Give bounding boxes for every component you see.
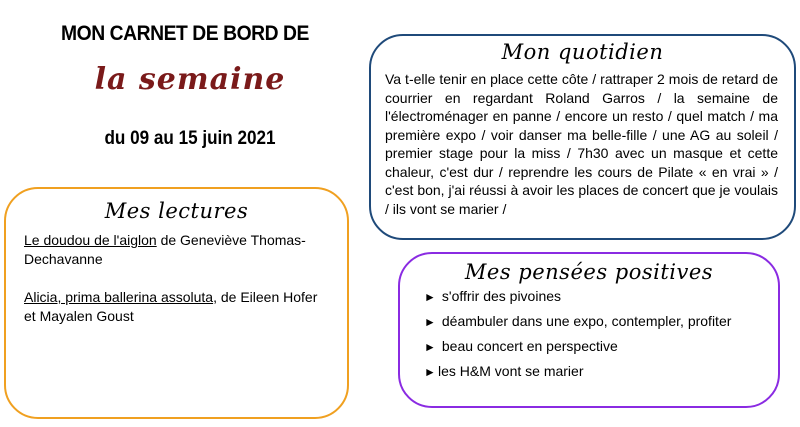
lectures-box	[4, 187, 349, 419]
lecture-item	[24, 288, 329, 326]
pensee-text: beau concert en perspective	[438, 338, 618, 354]
pensee-item	[424, 359, 778, 384]
page-subtitle: la semaine	[94, 62, 286, 97]
arrow-right-icon: ►	[424, 365, 436, 379]
book-title: Le doudou de l'aiglon	[24, 232, 157, 248]
quotidien-text: Va t-elle tenir en place cette côte / rattraper 2 mois de retard de courrier en regardant Roland Garros / la semaine de l'électroménager en panne / encore un resto / quel match / ma première expo / voir danser ma belle-fille / une AG au soleil / premier stage pour la miss / 7h30 avec un masque et cette chaleur, c'est dur / reprendre les cours de Pilate « en vrai » / c'est bon, j'ai réussi à avoir les places de concert que je voulais / ils vont se marier /	[385, 71, 778, 217]
pensee-text: s'offrir des pivoines	[438, 288, 562, 304]
pensee-item	[424, 284, 778, 309]
quotidien-box	[369, 34, 796, 240]
week-dates: du 09 au 15 juin 2021	[104, 128, 276, 149]
book-author: , de Eileen Hofer et Mayalen Goust	[24, 289, 318, 324]
pensee-item	[424, 309, 778, 334]
pensees-box	[398, 252, 780, 408]
pensee-item	[424, 334, 778, 359]
quotidien-title: Mon quotidien	[501, 40, 664, 64]
pensee-text: déambuler dans une expo, contempler, profiter	[438, 313, 732, 329]
lectures-title: Mes lectures	[104, 199, 249, 223]
arrow-right-icon: ►	[424, 340, 436, 354]
page-title: MON CARNET DE BORD DE	[61, 22, 309, 45]
pensees-title: Mes pensées positives	[464, 260, 714, 284]
book-author: de Geneviève Thomas-Dechavanne	[24, 232, 306, 267]
arrow-right-icon: ►	[424, 315, 436, 329]
lecture-item	[24, 231, 329, 269]
arrow-right-icon: ►	[424, 290, 436, 304]
book-title: Alicia, prima ballerina assoluta	[24, 289, 214, 305]
pensee-text: les H&M vont se marier	[438, 363, 584, 379]
